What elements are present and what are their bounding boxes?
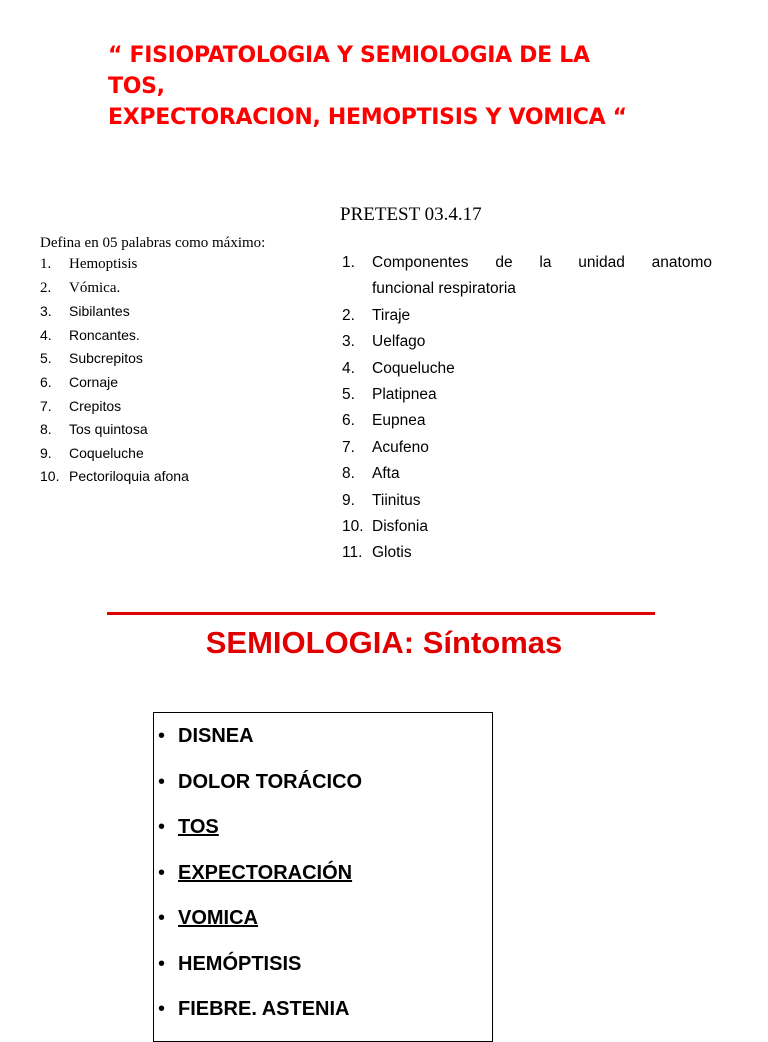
- bullet-icon: •: [158, 952, 166, 975]
- symptom-label: HEMÓPTISIS: [178, 952, 302, 975]
- item-text: Eupnea: [372, 412, 426, 430]
- item-text: Coqueluche: [372, 359, 455, 377]
- list-item: [40, 347, 340, 371]
- item-text: Tos quintosa: [69, 421, 148, 438]
- symptom-label: DOLOR TORÁCICO: [178, 770, 363, 793]
- list-item: [342, 514, 712, 540]
- item-number: 5.: [40, 350, 52, 367]
- item-number: 6.: [40, 373, 52, 390]
- item-number: 10.: [40, 468, 60, 485]
- list-item: [40, 442, 340, 466]
- list-item: [40, 465, 340, 489]
- symptom-label: EXPECTORACIÓN: [178, 861, 353, 884]
- item-number: 5.: [342, 386, 355, 404]
- symptoms-box: [153, 712, 493, 1042]
- item-text: Coqueluche: [69, 444, 144, 461]
- item-text: Roncantes.: [69, 326, 140, 343]
- item-text: Crepitos: [69, 397, 122, 414]
- item-text: Cornaje: [69, 373, 119, 390]
- symptom-item: [158, 810, 362, 856]
- item-number: 2.: [342, 306, 355, 324]
- list-item: [342, 540, 712, 566]
- item-number: 4.: [342, 359, 355, 377]
- item-number: 10.: [342, 518, 364, 536]
- list-item: [40, 300, 340, 324]
- symptom-item: [158, 992, 362, 1038]
- symptom-label: FIEBRE. ASTENIA: [178, 998, 350, 1020]
- bullet-icon: •: [158, 770, 166, 793]
- symptom-item: [158, 947, 362, 993]
- item-number: 3.: [342, 333, 355, 351]
- document-title: [108, 40, 728, 133]
- list-item: [342, 435, 712, 461]
- symptom-label: VOMICA: [178, 907, 258, 929]
- item-number: 9.: [342, 491, 355, 509]
- left-question-column: [40, 233, 340, 489]
- item-text: Tiinitus: [372, 491, 421, 509]
- bullet-icon: •: [158, 816, 166, 838]
- item-text: Afta: [372, 465, 400, 483]
- symptoms-list: [158, 719, 362, 1038]
- item-text: Uelfago: [372, 333, 426, 351]
- right-question-list: [342, 250, 712, 567]
- list-item: [40, 324, 340, 348]
- list-item: [342, 488, 712, 514]
- item-text: Disfonia: [372, 518, 428, 536]
- item-text: Tiraje: [372, 306, 411, 324]
- item-text: Glotis: [372, 544, 412, 562]
- list-item: [342, 329, 712, 355]
- left-intro: Defina en 05 palabras como máximo:: [40, 235, 266, 251]
- title-line-2: TOS,: [108, 74, 165, 99]
- item-number: 7.: [40, 397, 52, 414]
- pretest-label: PRETEST 03.4.17: [340, 204, 482, 225]
- item-number: 2.: [40, 279, 52, 296]
- section-divider: [107, 612, 655, 615]
- list-item: [342, 461, 712, 487]
- bullet-icon: •: [158, 998, 166, 1020]
- item-number: 1.: [342, 254, 355, 271]
- item-number: 8.: [40, 421, 52, 438]
- item-text: Hemoptisis: [69, 256, 138, 272]
- list-item: [40, 371, 340, 395]
- symptom-item: [158, 765, 362, 811]
- list-item: [342, 303, 712, 329]
- list-item: [342, 356, 712, 382]
- list-item: [40, 395, 340, 419]
- item-text: Componentes de la unidad anatomo: [372, 254, 712, 271]
- list-item: [342, 408, 712, 434]
- item-text: Vómica.: [69, 279, 121, 296]
- bullet-icon: •: [158, 861, 166, 884]
- item-number: 4.: [40, 326, 52, 343]
- item-text: Platipnea: [372, 386, 437, 404]
- item-number: 11.: [342, 544, 363, 562]
- item-number: 6.: [342, 412, 355, 430]
- list-item: [40, 253, 340, 277]
- right-question-column: [342, 250, 712, 567]
- list-item: [40, 418, 340, 442]
- item-number: 1.: [40, 256, 52, 272]
- item-number: 8.: [342, 465, 355, 483]
- item-number: 3.: [40, 303, 52, 320]
- symptom-label: TOS: [178, 816, 219, 838]
- item-text: Sibilantes: [69, 303, 130, 320]
- symptom-item: [158, 901, 362, 947]
- bullet-icon: •: [158, 907, 166, 929]
- item-text: Subcrepitos: [69, 350, 143, 367]
- item-text: Acufeno: [372, 438, 429, 456]
- section-heading: SEMIOLOGIA: Síntomas: [205, 625, 563, 660]
- symptom-item: [158, 719, 362, 765]
- symptom-item: [158, 856, 362, 902]
- symptom-label: DISNEA: [178, 725, 254, 747]
- left-question-list: [40, 253, 340, 489]
- list-item: [40, 277, 340, 301]
- bullet-icon: •: [158, 725, 166, 747]
- title-line-3: EXPECTORACION, HEMOPTISIS Y VOMICA “: [108, 105, 627, 130]
- item-number: 7.: [342, 438, 355, 456]
- list-item: [342, 250, 712, 303]
- item-text-continuation: funcional respiratoria: [372, 280, 516, 298]
- title-line-1: “ FISIOPATOLOGIA Y SEMIOLOGIA DE LA: [108, 43, 590, 68]
- list-item: [342, 382, 712, 408]
- item-number: 9.: [40, 444, 52, 461]
- item-text: Pectoriloquia afona: [69, 468, 189, 485]
